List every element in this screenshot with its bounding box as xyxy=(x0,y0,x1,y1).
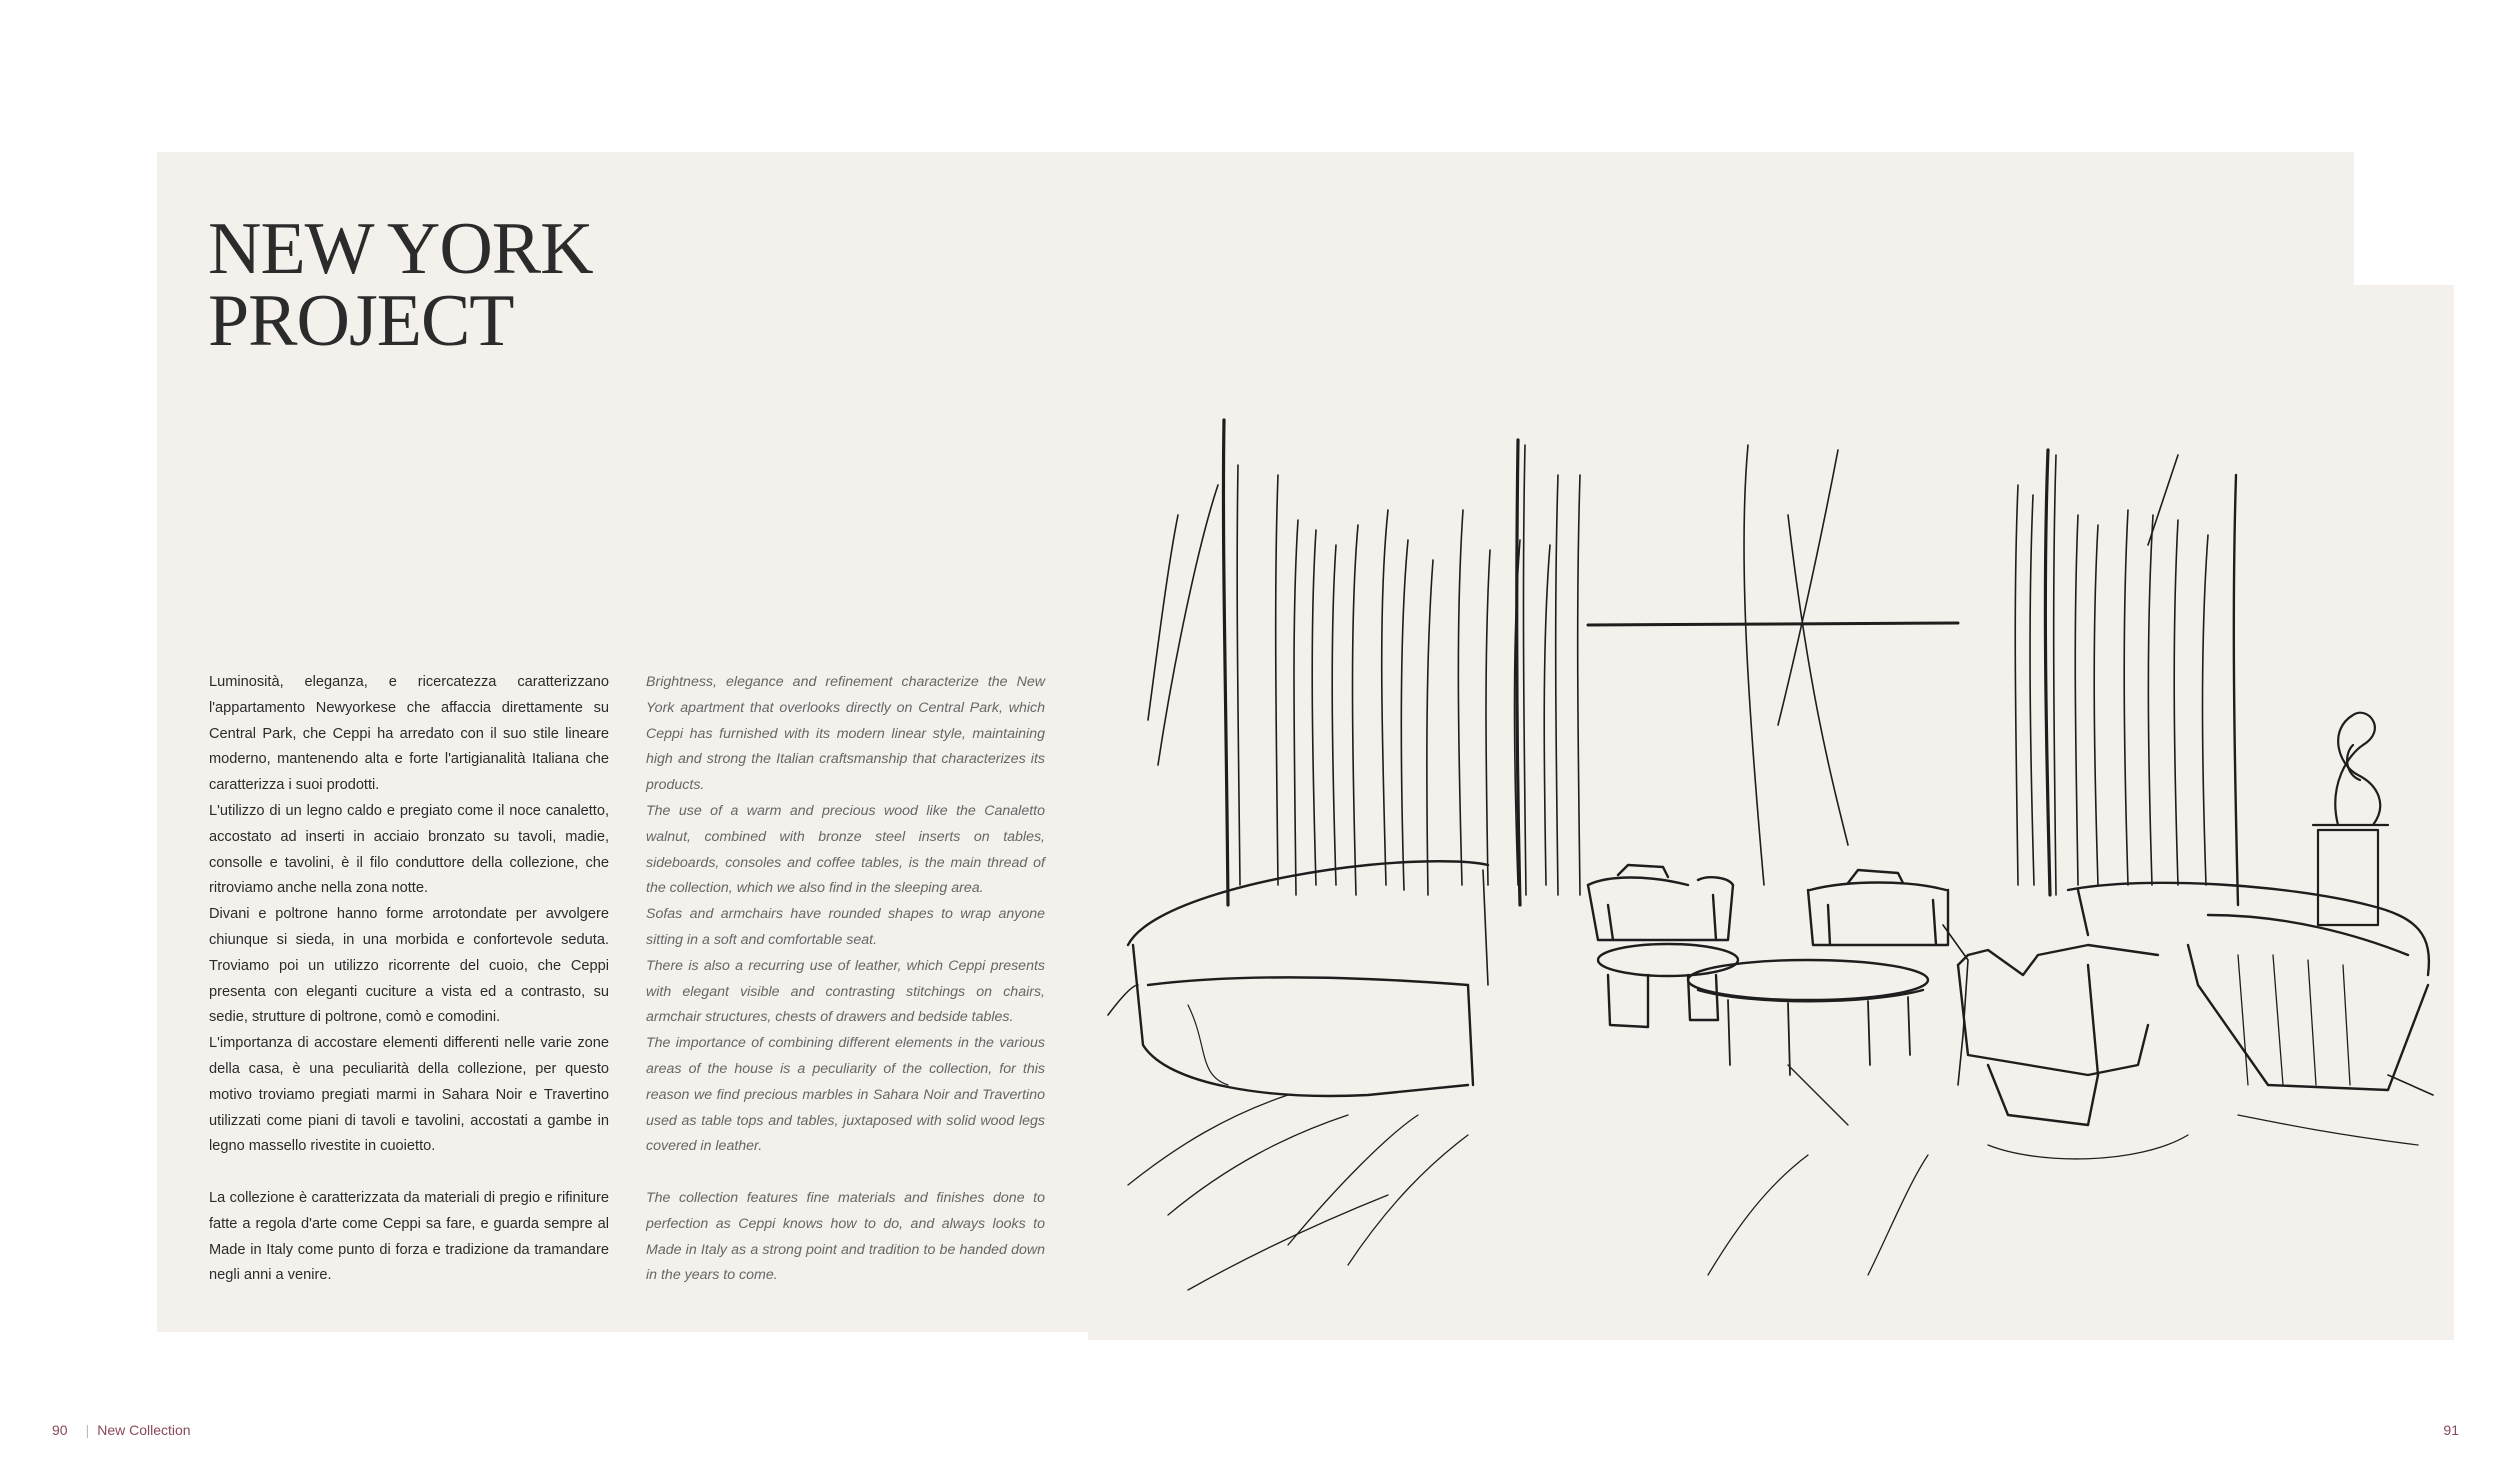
left-page-number: 90 xyxy=(52,1422,68,1438)
footer-left xyxy=(52,1422,191,1438)
english-paragraph: The use of a warm and precious wood like the Canaletto walnut, combined with bronze steel inserts on tables, sideboards, consoles and coffee tables, is the main thread of the collection, which we also find in the sleeping area. xyxy=(646,802,1045,897)
curtain-lines-center xyxy=(1517,440,1958,905)
italian-paragraph: L'utilizzo di un legno caldo e pregiato come il noce canaletto, accostato ad inserti in acciaio bronzato su tavoli, madie, consolle e tavolini, è il filo conduttore della collezione, che ritroviamo anche nella zona notte. xyxy=(209,802,609,897)
right-page-number: 91 xyxy=(2443,1422,2459,1438)
curtain-lines-right xyxy=(2015,450,2238,905)
italian-paragraph: La collezione è caratterizzata da materiali di pregio e rifiniture fatte a regola d'arte come Ceppi sa fare, e guarda sempre al Made in Italy come punto di forza e tradizione da tramandare negli anni a venire. xyxy=(209,1189,609,1284)
italian-paragraph: Luminosità, eleganza, e ricercatezza caratterizzano l'appartamento Newyorkese che affaccia direttamente su Central Park, che Ceppi ha arredato con il suo stile lineare moderno, mantenendo alta e forte l'artigianalità Italiana che caratterizza i suoi prodotti. xyxy=(209,674,609,794)
sculpture-pedestal xyxy=(2313,713,2388,925)
title-line-1: NEW YORK xyxy=(208,208,593,290)
coffee-table-group xyxy=(1598,944,1928,1075)
armchair-center-right xyxy=(1808,870,1948,945)
section-name: New Collection xyxy=(97,1422,191,1438)
paragraph-gap xyxy=(209,1160,609,1186)
paragraph-gap xyxy=(646,1160,1045,1186)
english-paragraph: Sofas and armchairs have rounded shapes to wrap anyone sitting in a soft and comfortable seat. xyxy=(646,906,1045,948)
english-paragraph: The importance of combining different elements in the various areas of the house is a peculiarity of the collection, for this reason we find precious marbles in Sahara Noir and Travertino used as table tops and tables, juxtaposed with solid wood legs covered in leather. xyxy=(646,1035,1045,1155)
italian-paragraph: Divani e poltrone hanno forme arrotondate per avvolgere chiunque si sieda, in una morbida e confortevole seduta. Troviamo poi un utilizzo ricorrente del cuoio, che Ceppi presenta con eleganti cuciture a vista ed a contrasto, su sedie, strutture di poltrone, comò e comodini. xyxy=(209,906,609,1026)
italian-paragraph: L'importanza di accostare elementi differenti nelle varie zone della casa, è una peculiarità della collezione, per questo motivo troviamo pregiati marmi in Sahara Noir e Travertino utilizzati come piani di tavoli e tavolini, accostati a gambe in legno massello rivestite in cuoietto. xyxy=(209,1035,609,1155)
interior-sketch-illustration xyxy=(1088,285,2454,1340)
italian-text-column xyxy=(209,670,609,1289)
english-text-column xyxy=(646,670,1045,1289)
english-paragraph: Brightness, elegance and refinement characterize the New York apartment that overlooks directly on Central Park, which Ceppi has furnished with its modern linear style, maintaining high and strong the Italian craftsmanship that characterizes its products. xyxy=(646,674,1045,794)
title-line-2: PROJECT xyxy=(208,280,514,362)
footer-right xyxy=(2443,1422,2459,1438)
floor-sketch-lines xyxy=(1128,1065,2418,1290)
english-paragraph: The collection features fine materials and finishes done to perfection as Ceppi knows how to do, and always looks to Made in Italy as a strong point and tradition to be handed down in the years to come. xyxy=(646,1189,1045,1284)
curtain-lines-left xyxy=(1148,420,1550,905)
english-paragraph: There is also a recurring use of leather, which Ceppi presents with elegant visible and contrasting stitchings on chairs, armchair structures, chests of drawers and bedside tables. xyxy=(646,957,1045,1026)
page-title xyxy=(208,208,593,362)
armchair-center-left xyxy=(1588,865,1733,940)
curved-sofa-left xyxy=(1108,861,1488,1096)
armchair-right xyxy=(1943,925,2158,1125)
footer-separator: | xyxy=(85,1422,90,1438)
